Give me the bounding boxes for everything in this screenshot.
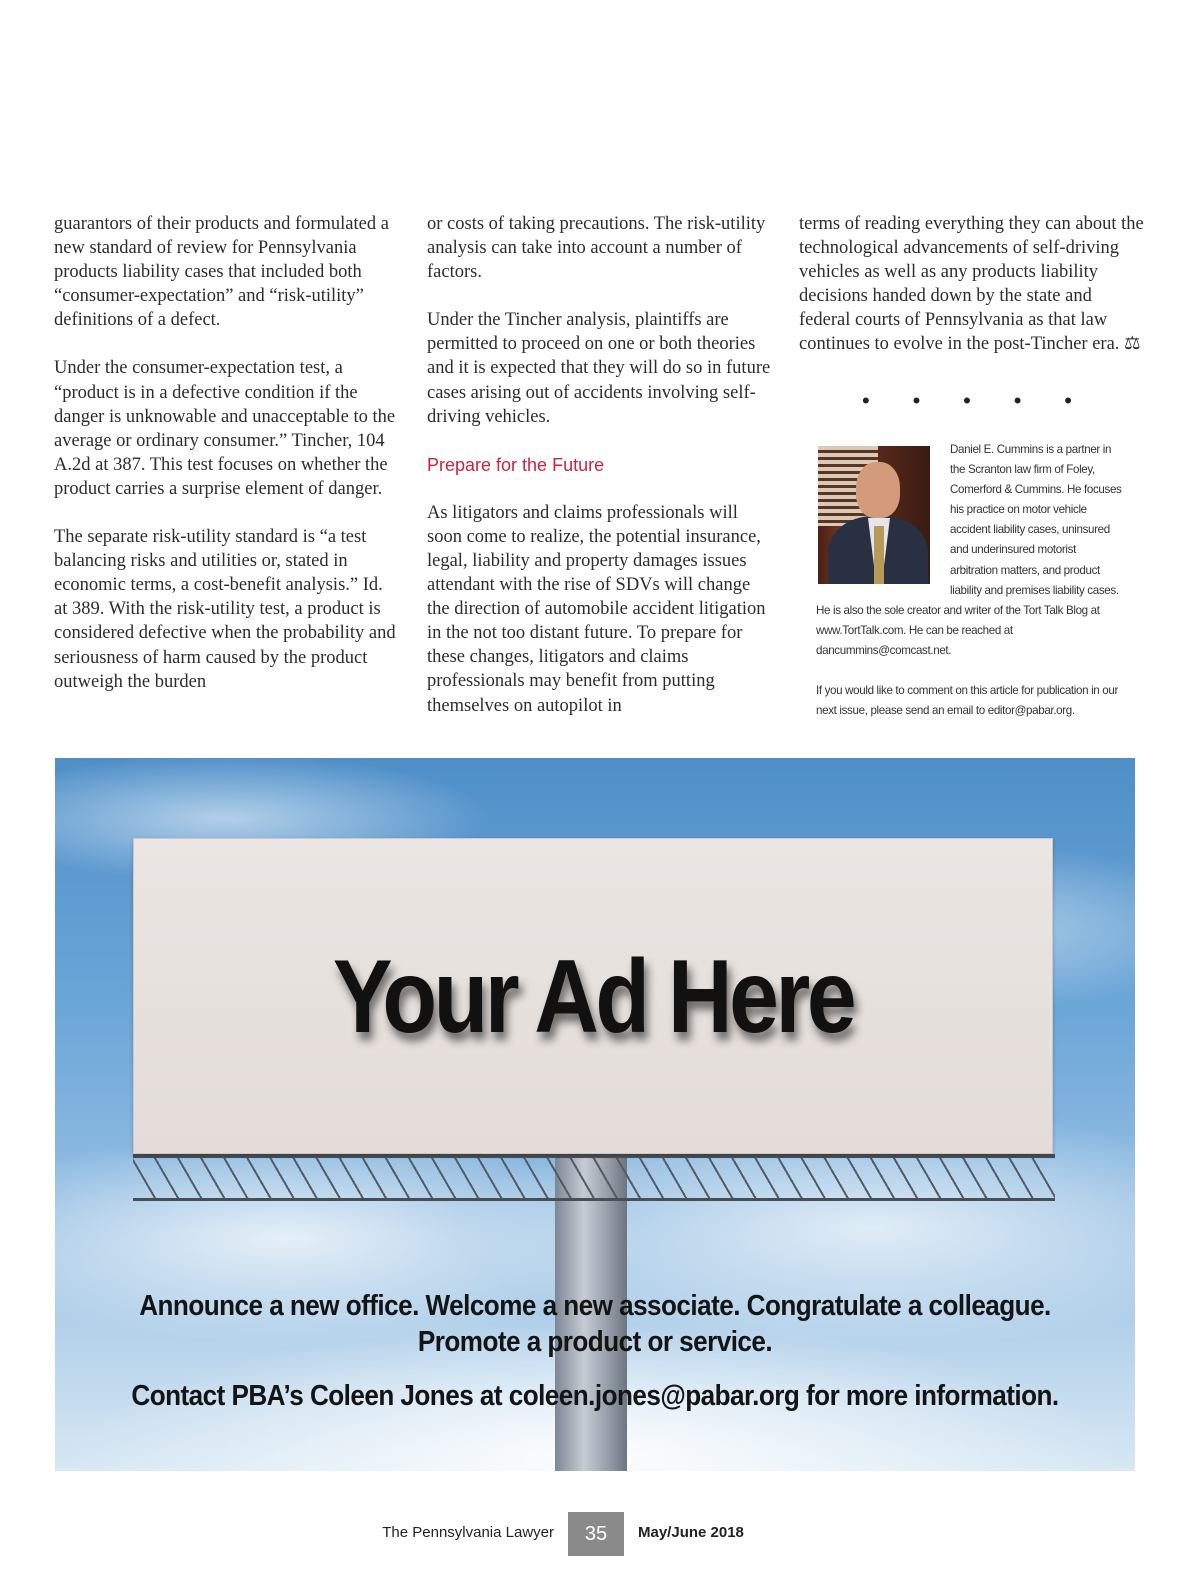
paragraph: As litigators and claims professionals will soon come to realize, the potential insurance, legal, liability and property damages issues attendant with the rise of SDVs will change the direction of automobile accident litigation in the not too distant future. To prepare for these changes, litigators and claims professionals may benefit from putting themselves on autopilot in	[427, 502, 766, 716]
divider-dot: •	[1064, 388, 1072, 413]
section-subhead: Prepare for the Future	[427, 454, 605, 475]
article-column-1	[54, 212, 399, 718]
billboard-truss	[133, 1154, 1055, 1201]
paragraph: or costs of taking precautions. The risk-utility analysis can take into account a number of factors.	[427, 214, 766, 283]
paragraph: Under the Tincher analysis, plaintiffs are permitted to proceed on one or both theories and it is expected that they will do so in future cases arising out of accidents involving self-driving vehicles.	[427, 310, 771, 427]
ad-line-1: Announce a new office. Welcome a new associate. Congratulate a colleague.	[139, 1290, 1051, 1322]
divider-dot: •	[963, 388, 971, 413]
paragraph: guarantors of their products and formulated a new standard of review for Pennsylvania products liability cases that included both “consumer-expectation” and “risk-utility” definitions of a defect.	[54, 214, 389, 331]
billboard-panel	[133, 838, 1053, 1154]
paragraph: terms of reading everything they can about the technological advancements of self-driving vehicles as well as any products liability decisions handed down by the state and federal courts of Pennsylvania as that law continues to evolve in the post-Tincher era. ⚖	[799, 214, 1144, 355]
bio-text: Daniel E. Cummins is a partner in the Scranton law firm of Foley, Comerford & Cummins. He focuses his practice on motor vehicle accident liability cases, uninsured and underinsured motorist arbitration matters, and product liability and premises liability cases. He is also the sole creator and writer of the Tort Talk Blog at www.TortTalk.com. He can be reached at dancummins@comcast.net.	[816, 443, 1122, 657]
author-bio	[816, 440, 1126, 741]
ad-line-2: Promote a product or service.	[417, 1326, 773, 1358]
divider-dot: •	[862, 388, 870, 413]
divider-dot: •	[1013, 388, 1022, 413]
ad-contact-line: Contact PBA’s Coleen Jones at coleen.jones@pabar.org for more information.	[131, 1380, 1059, 1412]
paragraph: Under the consumer-expectation test, a “product is in a defective condition if the danger is unknowable and unacceptable to the average or ordinary consumer.” Tincher, 104 A.2d at 387. This test focuses on whether the product carries a surprise element of danger.	[54, 358, 396, 499]
publication-name: The Pennsylvania Lawyer	[382, 1524, 554, 1541]
section-divider	[862, 388, 1072, 414]
billboard-ad	[55, 758, 1135, 1471]
paragraph: The separate risk-utility standard is “a test balancing risks and utilities or, stated in economic terms, a cost-benefit analysis.” Id. at 389. With the risk-utility test, a product is considered defective when the probability and seriousness of harm caused by the product outweigh the burden	[54, 527, 396, 692]
page-number: 35	[568, 1512, 624, 1556]
comment-note: If you would like to comment on this article for publication in our next issue, please send an email to editor@pabar.org.	[816, 684, 1118, 718]
issue-date: May/June 2018	[638, 1524, 744, 1541]
divider-dot: •	[912, 388, 921, 413]
article-column-3	[799, 212, 1144, 381]
ad-headline: Your Ad Here	[332, 939, 854, 1055]
page-footer	[0, 1512, 1200, 1556]
author-photo	[818, 446, 930, 584]
article-column-2	[427, 212, 772, 742]
